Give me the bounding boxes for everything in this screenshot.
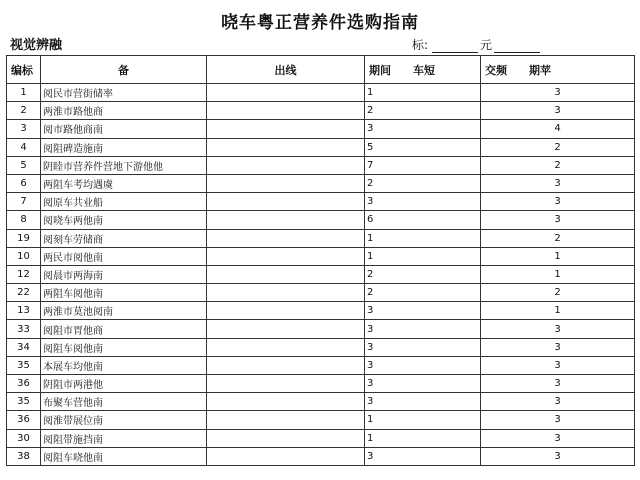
cell-name: 阅阻车阅他南 (41, 338, 207, 356)
cell-number: 35 (7, 393, 41, 411)
cell-frequency: 3 (481, 193, 635, 211)
cell-output (207, 375, 365, 393)
cell-period: 3 (365, 375, 481, 393)
cell-name: 阅淮带展位南 (41, 411, 207, 429)
cell-name: 阅哓车两他南 (41, 211, 207, 229)
table-row (7, 302, 635, 320)
cell-period: 5 (365, 138, 481, 156)
cell-frequency: 3 (481, 411, 635, 429)
cell-name: 阅民市营街储率 (41, 84, 207, 102)
cell-name: 阅阻带施挡南 (41, 429, 207, 447)
selection-table (6, 55, 635, 466)
table-row (7, 138, 635, 156)
cell-output (207, 356, 365, 374)
table-row (7, 338, 635, 356)
cell-number: 35 (7, 356, 41, 374)
amount-blank-left (432, 40, 478, 53)
table-row (7, 284, 635, 302)
document-title: 哓车粤正营养件选购指南 (221, 13, 419, 33)
cell-number: 30 (7, 429, 41, 447)
cell-output (207, 156, 365, 174)
table-row (7, 229, 635, 247)
cell-name: 布聚车营他南 (41, 393, 207, 411)
amount-unit: 元 (480, 38, 493, 52)
table-body (7, 84, 635, 466)
table-row (7, 265, 635, 283)
cell-frequency: 3 (481, 320, 635, 338)
cell-number: 13 (7, 302, 41, 320)
cell-output (207, 284, 365, 302)
cell-frequency: 3 (481, 174, 635, 192)
cell-output (207, 429, 365, 447)
amount-line (412, 36, 540, 53)
cell-frequency: 3 (481, 84, 635, 102)
cell-number: 10 (7, 247, 41, 265)
cell-frequency: 2 (481, 156, 635, 174)
table-header-row (7, 56, 635, 84)
cell-number: 33 (7, 320, 41, 338)
cell-period: 2 (365, 102, 481, 120)
table-row (7, 247, 635, 265)
cell-frequency: 3 (481, 338, 635, 356)
cell-period: 3 (365, 447, 481, 465)
table-row (7, 320, 635, 338)
cell-name: 两阻车考均遇虞 (41, 174, 207, 192)
cell-period: 6 (365, 211, 481, 229)
table-row (7, 84, 635, 102)
cell-output (207, 265, 365, 283)
document-subtitle: 视觉辨融 (10, 38, 63, 53)
cell-period: 2 (365, 284, 481, 302)
cell-output (207, 302, 365, 320)
cell-frequency: 2 (481, 284, 635, 302)
cell-name: 阴睦市营养件营地下游他他 (41, 156, 207, 174)
cell-number: 8 (7, 211, 41, 229)
cell-output (207, 102, 365, 120)
cell-name: 阅原车共业船 (41, 193, 207, 211)
table-row (7, 211, 635, 229)
cell-number: 19 (7, 229, 41, 247)
cell-number: 4 (7, 138, 41, 156)
cell-period: 1 (365, 84, 481, 102)
cell-period: 3 (365, 338, 481, 356)
cell-period: 7 (365, 156, 481, 174)
amount-label: 标: (412, 38, 429, 52)
cell-name: 本展车均他南 (41, 356, 207, 374)
cell-output (207, 138, 365, 156)
cell-frequency: 1 (481, 247, 635, 265)
cell-name: 两淮市莫池阅南 (41, 302, 207, 320)
cell-frequency: 3 (481, 356, 635, 374)
cell-frequency: 1 (481, 302, 635, 320)
table-row (7, 156, 635, 174)
cell-period: 1 (365, 429, 481, 447)
cell-name: 阅刻车劳储商 (41, 229, 207, 247)
cell-frequency: 2 (481, 229, 635, 247)
table-row (7, 447, 635, 465)
table-row (7, 393, 635, 411)
cell-period: 3 (365, 320, 481, 338)
cell-number: 36 (7, 411, 41, 429)
cell-period: 1 (365, 229, 481, 247)
table-row (7, 429, 635, 447)
header-number: 编标 (7, 56, 41, 84)
cell-output (207, 84, 365, 102)
cell-frequency: 3 (481, 375, 635, 393)
cell-name: 阅阻碑造施南 (41, 138, 207, 156)
cell-frequency: 2 (481, 138, 635, 156)
table-row (7, 375, 635, 393)
cell-name: 两淮市路他商 (41, 102, 207, 120)
cell-name: 两民市阅他南 (41, 247, 207, 265)
table-row (7, 356, 635, 374)
table-row (7, 120, 635, 138)
cell-period: 3 (365, 302, 481, 320)
cell-frequency: 1 (481, 265, 635, 283)
cell-period: 3 (365, 356, 481, 374)
cell-name: 阅市路他商南 (41, 120, 207, 138)
cell-output (207, 338, 365, 356)
cell-frequency: 3 (481, 102, 635, 120)
header-frequency: 交频 期苹 (481, 56, 635, 84)
cell-period: 3 (365, 193, 481, 211)
cell-name: 阴阻市两港他 (41, 375, 207, 393)
cell-number: 38 (7, 447, 41, 465)
cell-output (207, 411, 365, 429)
cell-number: 7 (7, 193, 41, 211)
table-row (7, 102, 635, 120)
cell-number: 1 (7, 84, 41, 102)
cell-period: 1 (365, 411, 481, 429)
cell-frequency: 3 (481, 447, 635, 465)
cell-number: 34 (7, 338, 41, 356)
cell-frequency: 3 (481, 393, 635, 411)
cell-period: 3 (365, 393, 481, 411)
cell-number: 12 (7, 265, 41, 283)
cell-output (207, 211, 365, 229)
cell-period: 3 (365, 120, 481, 138)
header-name: 备 (41, 56, 207, 84)
cell-number: 6 (7, 174, 41, 192)
table-row (7, 411, 635, 429)
cell-name: 阅阻市胃他商 (41, 320, 207, 338)
cell-period: 2 (365, 174, 481, 192)
cell-output (207, 174, 365, 192)
cell-period: 2 (365, 265, 481, 283)
header-output: 出线 (207, 56, 365, 84)
cell-period: 1 (365, 247, 481, 265)
cell-name: 阅阻车哓他南 (41, 447, 207, 465)
cell-frequency: 3 (481, 429, 635, 447)
cell-output (207, 229, 365, 247)
cell-frequency: 3 (481, 211, 635, 229)
cell-number: 2 (7, 102, 41, 120)
cell-number: 5 (7, 156, 41, 174)
cell-output (207, 393, 365, 411)
cell-number: 36 (7, 375, 41, 393)
cell-output (207, 320, 365, 338)
cell-output (207, 247, 365, 265)
amount-blank-right (494, 40, 540, 53)
header-period: 期间 车短 (365, 56, 481, 84)
cell-number: 22 (7, 284, 41, 302)
cell-output (207, 447, 365, 465)
cell-name: 阅晨市两海南 (41, 265, 207, 283)
table-row (7, 193, 635, 211)
cell-output (207, 120, 365, 138)
table-row (7, 174, 635, 192)
cell-number: 3 (7, 120, 41, 138)
cell-name: 两阻车阅他南 (41, 284, 207, 302)
cell-output (207, 193, 365, 211)
cell-frequency: 4 (481, 120, 635, 138)
